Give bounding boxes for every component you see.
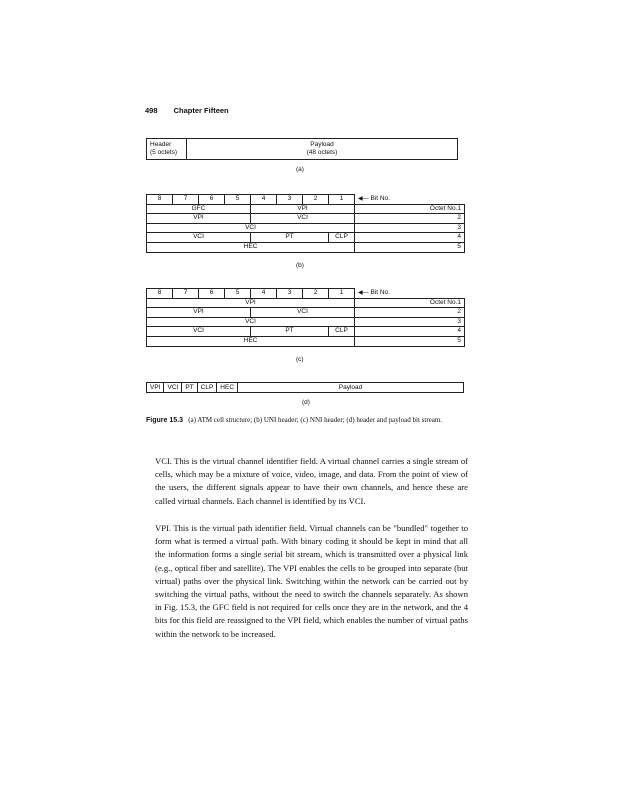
bit-cell: 3	[277, 289, 303, 299]
vpi-field: VPI	[251, 204, 355, 214]
fig-a-label: (a)	[296, 166, 304, 173]
octet-row	[147, 317, 465, 327]
octet-number: 5	[355, 336, 465, 346]
left-arrow-icon: ◀—	[358, 195, 369, 202]
uni-header-table	[146, 194, 465, 253]
pt-field: PT	[182, 383, 197, 392]
left-arrow-icon: ◀—	[358, 289, 369, 296]
bit-cell: 6	[199, 289, 225, 299]
vpi-paragraph: VPI. This is the virtual path identifier field. Virtual channels can be "bundled" together to form what is termed a virtual path. With binary coding it should be kept in mind that all the information forms a single serial bit stream, which is transmitted over a physical link (e.g., optical fiber and satellite). The VPI enables the cells to be grouped into separate (but virtual) paths over the physical link. Switching within the network can be carried out by switching the virtual paths, without the need to switch the channels separately. As shown in Fig. 15.3, the GFC field is not required for cells once they are in the network, and the 4 bits for this field are reassigned to the VPI field, which enables the number of virtual paths within the network to be increased.	[155, 523, 468, 639]
fig-d-label: (d)	[302, 399, 310, 406]
bit-row	[147, 195, 465, 205]
vci-field: VCI	[147, 317, 355, 327]
octet-row	[147, 204, 465, 214]
vci-field: VCI	[147, 223, 355, 233]
octet-row	[147, 336, 465, 346]
octet-row	[147, 308, 465, 318]
header-label: Header	[150, 141, 172, 148]
bit-cell: 5	[225, 195, 251, 205]
bit-stream-diagram	[146, 382, 464, 393]
octet-row	[147, 327, 465, 337]
bit-number-header	[355, 289, 465, 299]
hec-field: HEC	[147, 336, 355, 346]
hec-field: HEC	[217, 383, 238, 392]
octet-number: 2	[355, 308, 465, 318]
running-head	[145, 106, 229, 115]
bit-number-header	[355, 195, 465, 205]
octet-number: 5	[355, 242, 465, 252]
bit-no-label: Bit No.	[370, 194, 390, 202]
octet-row	[147, 223, 465, 233]
bit-cell: 7	[173, 195, 199, 205]
octet-number: 3	[355, 317, 465, 327]
bit-cell: 2	[303, 195, 329, 205]
payload-label: Payload	[310, 141, 334, 148]
octet-number: 4	[355, 233, 465, 243]
header-block	[147, 139, 187, 159]
figure-number: Figure 15.3	[146, 417, 183, 424]
clp-field: CLP	[329, 233, 355, 243]
clp-field: CLP	[329, 327, 355, 337]
bit-cell: 6	[199, 195, 225, 205]
nni-header-table	[146, 288, 465, 347]
fig-c-label: (c)	[296, 356, 304, 363]
octet-number: 2	[355, 214, 465, 224]
octet-row	[147, 214, 465, 224]
payload-field: Payload	[338, 384, 363, 391]
payload-size: (48 octets)	[306, 149, 338, 156]
figure-caption	[146, 416, 466, 426]
vpi-field: VPI	[147, 298, 355, 308]
header-size: (5 octets)	[150, 149, 178, 156]
vpi-field: VPI	[147, 308, 251, 318]
bit-cell: 1	[329, 289, 355, 299]
atm-cell-structure-diagram	[146, 138, 458, 160]
bit-cell: 4	[251, 195, 277, 205]
gfc-field: GFC	[147, 204, 251, 214]
octet-number: Octet No.1	[355, 204, 465, 214]
vci-field: VCI	[147, 233, 251, 243]
vci-field: VCI	[251, 214, 355, 224]
bit-cell: 7	[173, 289, 199, 299]
bit-cell: 1	[329, 195, 355, 205]
chapter-title: Chapter Fifteen	[173, 106, 229, 115]
vci-field: VCI	[147, 327, 251, 337]
vci-field: VCI	[164, 383, 182, 392]
pt-field: PT	[251, 233, 329, 243]
vci-field: VCI	[251, 308, 355, 318]
bit-no-label: Bit No.	[370, 288, 390, 296]
payload-block	[187, 139, 457, 161]
bit-cell: 8	[147, 289, 173, 299]
octet-number: Octet No.1	[355, 298, 465, 308]
clp-field: CLP	[198, 383, 218, 392]
bit-cell: 5	[225, 289, 251, 299]
bit-row	[147, 289, 465, 299]
hec-field: HEC	[147, 242, 355, 252]
vci-paragraph: VCI. This is the virtual channel identifier field. A virtual channel carries a single stream of cells, which may be a mixture of voice, video, image, and data. From the point of view of the users, the different signals appear to have their own channels, and hence these are called virtual channels. Each channel is identified by its VCI.	[155, 456, 468, 506]
octet-number: 4	[355, 327, 465, 337]
figure-caption-text: (a) ATM cell structure; (b) UNI header; (c) NNI header; (d) header and payload bit stream.	[188, 416, 443, 424]
octet-row	[147, 233, 465, 243]
bit-cell: 3	[277, 195, 303, 205]
octet-row	[147, 298, 465, 308]
vpi-field: VPI	[147, 383, 164, 392]
bit-cell: 8	[147, 195, 173, 205]
octet-row	[147, 242, 465, 252]
page-number: 498	[145, 106, 158, 115]
fig-b-label: (b)	[296, 262, 304, 269]
bit-cell: 4	[251, 289, 277, 299]
vpi-field: VPI	[147, 214, 251, 224]
pt-field: PT	[251, 327, 329, 337]
bit-cell: 2	[303, 289, 329, 299]
octet-number: 3	[355, 223, 465, 233]
